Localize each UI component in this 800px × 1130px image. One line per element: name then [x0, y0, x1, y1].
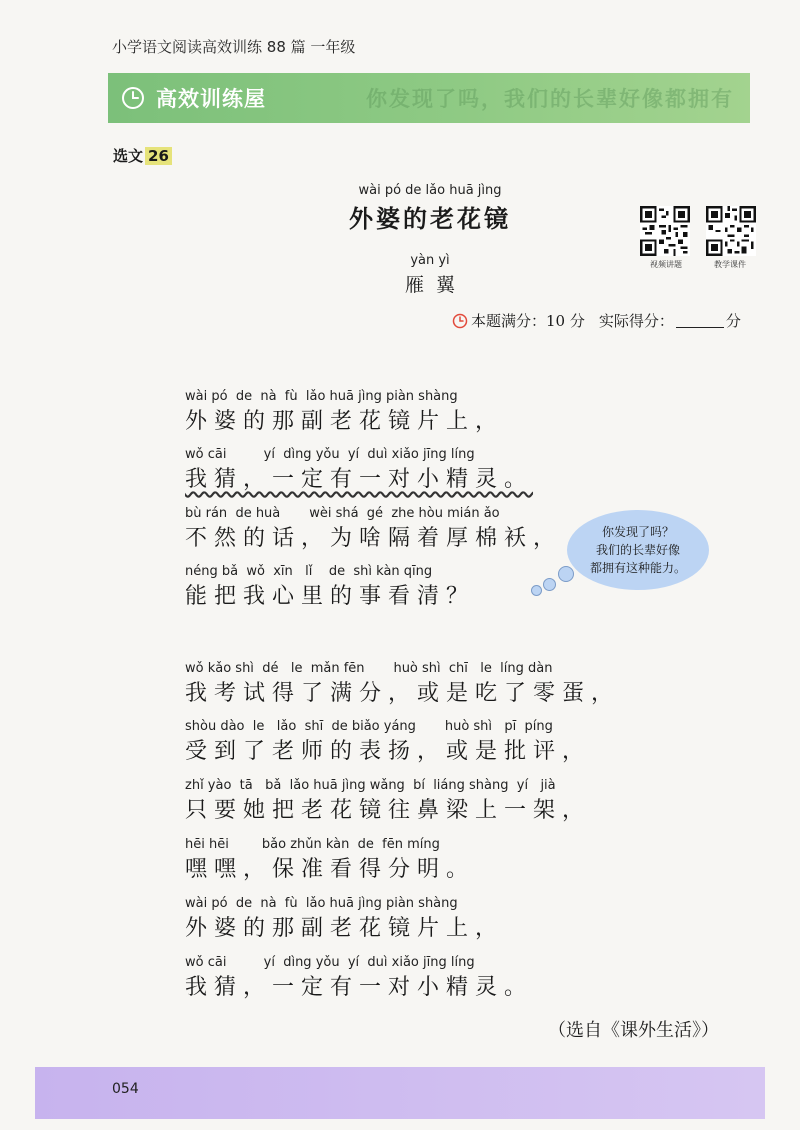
poem-line [185, 563, 475, 613]
bubble-line: 我们的长辈好像 [595, 543, 680, 557]
poem-line-pinyin: shòu dào le lǎo shī de biǎo yáng huò shì pī píng [185, 719, 553, 734]
bubble-line: 你发现了吗？ [601, 525, 674, 539]
poem-line [185, 895, 504, 945]
poem-line-pinyin: wǒ cāi yí dìng yǒu yí duì xiǎo jīng líng [185, 955, 475, 970]
article-author: 雁翼 [404, 274, 467, 296]
qr-label-video: 视频讲题 [650, 260, 682, 269]
poem-line-text: 我猜，一定有一对小精灵。 [185, 975, 534, 1000]
poem-line-text: 我考试得了满分，或是吃了零蛋， [185, 681, 621, 706]
qr-code-area [640, 206, 756, 270]
actual-score-label: 实际得分： [598, 312, 674, 330]
poem-line-pinyin: wài pó de nà fù lǎo huā jìng piàn shàng [185, 896, 458, 911]
clock-icon [120, 85, 146, 111]
poem-line [185, 718, 591, 768]
poem-line-text-wavy-underlined: 我猜，一定有一对小精灵。 [185, 467, 534, 492]
poem-line [185, 660, 620, 710]
poem-line-pinyin: néng bǎ wǒ xīn lǐ de shì kàn qīng [185, 564, 433, 579]
title-pinyin: wài pó de lǎo huā jìng [358, 183, 502, 198]
poem-line-text: 外婆的那副老花镜片上， [185, 916, 505, 941]
section-banner [108, 73, 750, 123]
poem-line-text: 不然的话，为啥隔着厚棉袄， [185, 526, 563, 551]
poem-line-text: 外婆的那副老花镜片上， [185, 409, 505, 434]
poem-line [185, 446, 533, 496]
poem-line-pinyin: wǒ cāi yí dìng yǒu yí duì xiǎo jīng líng [185, 447, 475, 462]
poem-line-pinyin: zhǐ yào tā bǎ lǎo huā jìng wǎng bí liáng shàng yí jià [185, 778, 556, 793]
poem-line-text: 只要她把老花镜往鼻梁上一架， [185, 798, 592, 823]
poem-line-pinyin: bù rán de huà wèi shá gé zhe hòu mián ǎo [185, 506, 500, 521]
article-title-block [300, 183, 560, 234]
author-block [380, 253, 480, 297]
book-header: 小学语文阅读高效训练 88 篇 一年级 [112, 38, 356, 56]
score-line [452, 310, 741, 331]
banner-bleed-text: 你发现了吗，我们的长辈好像都拥有 [366, 86, 734, 111]
clock-icon [452, 313, 468, 329]
bubble-line: 都拥有这种能力。 [589, 561, 686, 575]
selection-label: 选文 [113, 147, 144, 165]
poem-line-text: 嘿嘿，保准看得分明。 [185, 857, 476, 882]
qr-code-courseware[interactable] [706, 206, 756, 256]
qr-label-courseware: 教学课件 [714, 260, 746, 269]
poem-line [185, 954, 533, 1004]
poem-line [185, 505, 562, 555]
poem-line-pinyin: wǒ kǎo shì dé le mǎn fēn huò shì chī le líng dàn [185, 661, 553, 676]
score-unit: 分 [725, 312, 741, 330]
poem-line [185, 836, 475, 886]
page-number: 054 [112, 1081, 139, 1097]
score-input-blank[interactable] [676, 313, 724, 328]
bubble-tail-dot [543, 578, 556, 591]
article-title: 外婆的老花镜 [349, 204, 511, 233]
selection-number: 26 [145, 147, 172, 165]
qr-code-video[interactable] [640, 206, 690, 256]
poem-line [185, 388, 504, 438]
poem-line-pinyin: hēi hēi bǎo zhǔn kàn de fēn míng [185, 837, 440, 852]
poem-line-text: 受到了老师的表扬，或是批评， [185, 739, 592, 764]
footer-band [35, 1067, 765, 1119]
selection-tag [113, 145, 172, 166]
poem-line-pinyin: wài pó de nà fù lǎo huā jìng piàn shàng [185, 389, 458, 404]
thought-bubble [567, 510, 709, 590]
poem-line-text: 能把我心里的事看清？ [185, 584, 476, 609]
source-citation: （选自《课外生活》） [548, 1020, 719, 1041]
author-pinyin: yàn yì [410, 253, 450, 268]
poem-line [185, 777, 591, 827]
bubble-tail-dot [531, 585, 542, 596]
banner-title: 高效训练屋 [156, 87, 266, 111]
full-score-label: 本题满分：10 分 [471, 312, 585, 330]
bubble-tail-dot [558, 566, 574, 582]
